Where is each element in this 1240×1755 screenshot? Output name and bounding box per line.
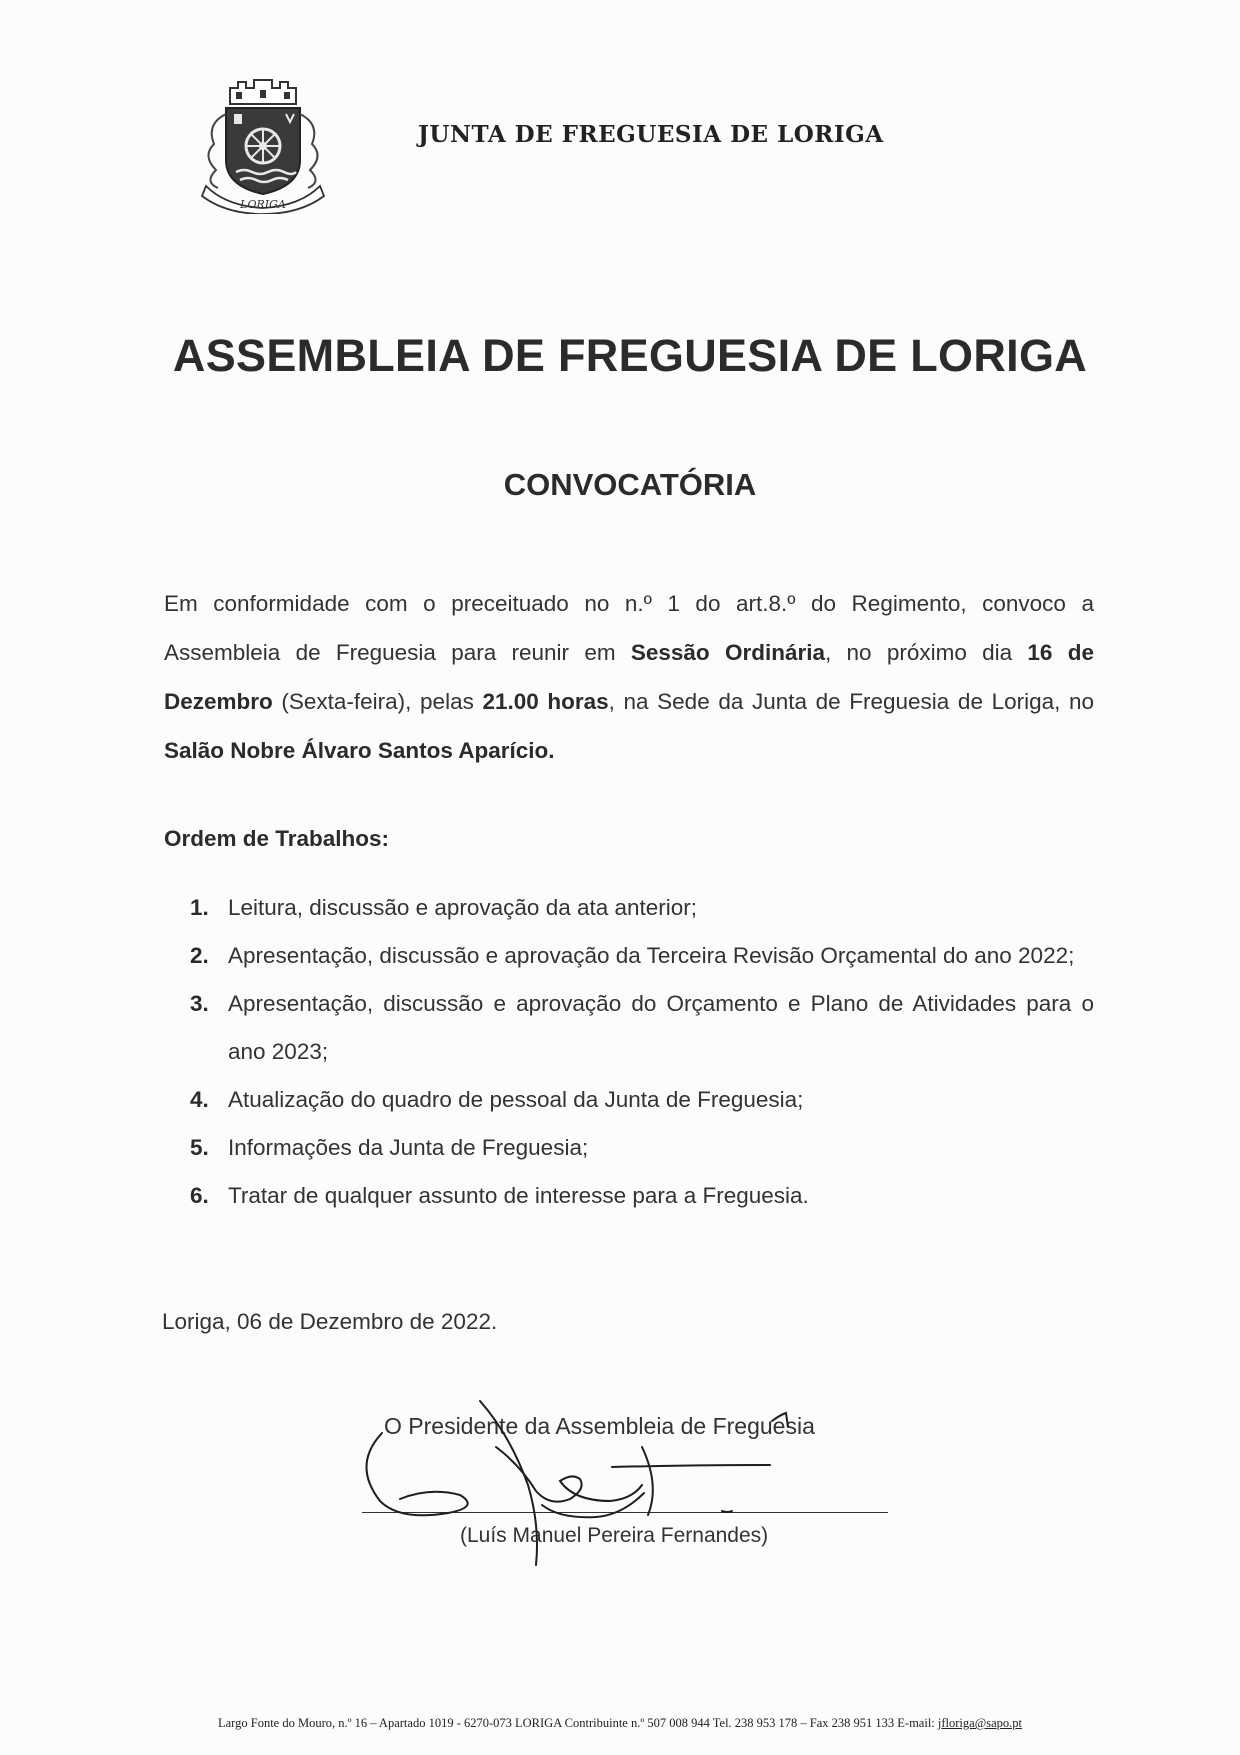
agenda-item-text: Tratar de qualquer assunto de interesse para a Freguesia. (228, 1183, 809, 1208)
footer-contact (0, 1716, 1240, 1731)
agenda-item (190, 932, 1094, 980)
agenda-item-number: 3. (190, 991, 209, 1016)
intro-text-3: (Sexta-feira), pelas (272, 689, 483, 714)
intro-bold-venue: Salão Nobre Álvaro Santos Aparício. (164, 738, 555, 763)
agenda-item-number: 2. (190, 943, 209, 968)
agenda-item-text: Atualização do quadro de pessoal da Junta de Freguesia; (228, 1087, 804, 1112)
signatory-role: O Presidente da Assembleia de Freguesia (384, 1413, 815, 1439)
agenda-item-text: Apresentação, discussão e aprovação do Orçamento e Plano de Atividades para o ano 2023; (228, 991, 1094, 1064)
document-title: ASSEMBLEIA DE FREGUESIA DE LORIGA (172, 330, 1088, 381)
agenda-item-text: Apresentação, discussão e aprovação da Terceira Revisão Orçamental do ano 2022; (228, 943, 1075, 968)
intro-bold-session: Sessão Ordinária (630, 640, 825, 665)
agenda-item-number: 6. (190, 1183, 209, 1208)
intro-bold-date: 16 de Dezembro (164, 640, 1094, 714)
convocation-paragraph (164, 579, 1094, 775)
organization-name: JUNTA DE FREGUESIA DE LORIGA (418, 121, 884, 148)
intro-bold-time: 21.00 horas (482, 689, 609, 714)
agenda-item (190, 1124, 1094, 1172)
agenda-item (190, 1076, 1094, 1124)
agenda-item-number: 4. (190, 1087, 209, 1112)
agenda-item (190, 980, 1094, 1076)
agenda-item (190, 1172, 1094, 1220)
agenda-item-text: Leitura, discussão e aprovação da ata anterior; (228, 895, 698, 920)
place-and-date: Loriga, 06 de Dezembro de 2022. (162, 1309, 498, 1334)
agenda-item (190, 884, 1094, 932)
agenda-item-number: 5. (190, 1135, 209, 1160)
document-subtitle: CONVOCATÓRIA (503, 467, 757, 502)
footer-email: jfloriga@sapo.pt (937, 1716, 1022, 1730)
crest-ribbon-text: LORIGA (240, 198, 286, 211)
intro-text-2: , no próximo dia (824, 640, 1028, 665)
coat-of-arms-logo (196, 74, 330, 214)
footer-address: Largo Fonte do Mouro, n.º 16 – Apartado 1019 - 6270-073 LORIGA Contribuinte n.º 507 008 944 Tel. 238 953 178 – Fax 238 951 133 E-mail: (218, 1716, 938, 1730)
intro-text-4: , na Sede da Junta de Freguesia de Loriga, no (608, 689, 1095, 714)
handwritten-signature (360, 1395, 880, 1575)
signatory-name: (Luís Manuel Pereira Fernandes) (460, 1524, 769, 1547)
agenda-item-text: Informações da Junta de Freguesia; (228, 1135, 589, 1160)
agenda-list (190, 884, 1094, 1220)
intro-text-1: Em conformidade com o preceituado no n.º 1 do art.8.º do Regimento, convoco a Assembleia de Freguesia para reunir em (164, 591, 1094, 665)
agenda-item-number: 1. (190, 895, 209, 920)
agenda-heading: Ordem de Trabalhos: (164, 826, 390, 851)
